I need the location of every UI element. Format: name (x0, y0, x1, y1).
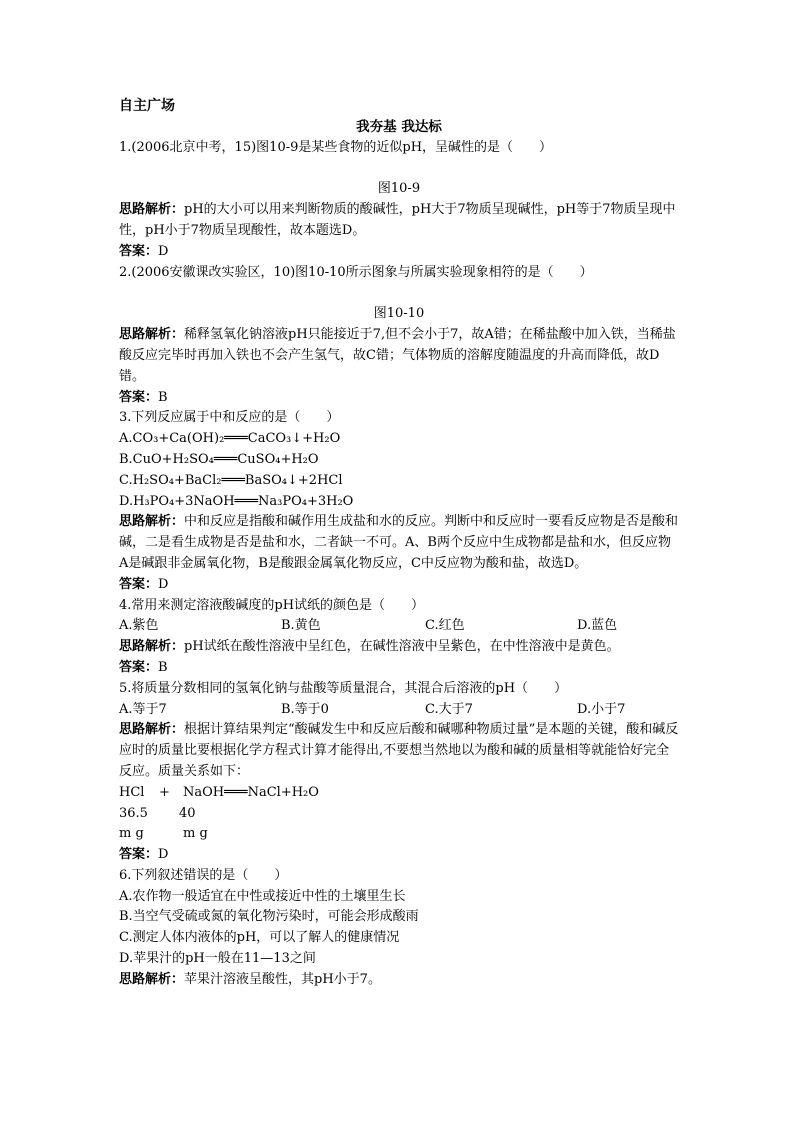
q3-option-d: D.H₃PO₄+3NaOH═══Na₃PO₄+3H₂O (119, 493, 354, 509)
q5-equation (119, 783, 679, 804)
analysis-label: 思路解析： (119, 202, 185, 218)
answer-label: 答案： (119, 576, 159, 592)
q3-stem: 3.下列反应属于中和反应的是（ ） (119, 410, 340, 426)
q5-analysis-text: 根据计算结果判定“酸碱发生中和反应后酸和碱哪种物质过量”是本题的关键，酸和碱反应时的质量比要根据化学方程式计算才能得出,不要想当然地以为酸和碱的质量相等就能恰好完全反应。质量关系如下： (119, 722, 679, 779)
q5-option-b: B.等于0 (281, 701, 329, 717)
q5-mass-values (119, 824, 679, 845)
q3-answer (119, 575, 679, 596)
q1-figure-caption: 图10-9 (377, 181, 421, 197)
q6-option-c: C.测定人体内液体的pH，可以了解人的健康情况 (119, 930, 400, 946)
q1-stem: 1.(2006北京中考，15)图10-9是某些食物的近似pH，呈碱性的是（ ） (119, 139, 553, 155)
q4-stem: 4.常用来测定溶液酸碱度的pH试纸的颜色是（ ） (119, 597, 425, 613)
q3-option-a: A.CO₃+Ca(OH)₂═══CaCO₃↓+H₂O (119, 431, 341, 447)
q2-figure-space (119, 283, 679, 304)
answer-label: 答案： (119, 659, 159, 675)
q4-option-a: A.紫色 (119, 618, 159, 634)
document-content (119, 96, 679, 991)
q3-option-c: C.H₂SO₄+BaCl₂═══BaSO₄↓+2HCl (119, 472, 343, 488)
q5-option-d: D.小于7 (577, 701, 626, 717)
q5-mass-ratio (119, 804, 679, 825)
q5-options (119, 700, 679, 721)
q4-answer (119, 658, 679, 679)
q5-answer (119, 845, 679, 866)
analysis-label: 思路解析： (119, 722, 185, 738)
q1-answer (119, 242, 679, 263)
q2-answer-value: B (158, 389, 168, 405)
q1-analysis-text: pH的大小可以用来判断物质的酸碱性，pH大于7物质呈现碱性，pH等于7物质呈现中性，pH小于7物质呈现酸性，故本题选D。 (119, 202, 676, 238)
q1-analysis (119, 200, 679, 242)
q5-mass-m2: m g (183, 826, 208, 842)
q5-answer-value: D (158, 847, 169, 863)
q4-answer-value: B (158, 659, 168, 675)
answer-label: 答案： (119, 389, 159, 405)
answer-label: 答案： (119, 847, 159, 863)
q5-eq-plus: + (159, 784, 170, 800)
subtitle: 我夯基 我达标 (356, 118, 442, 135)
q5-eq-rest: NaOH═══NaCl+H₂O (183, 784, 319, 800)
q4-options (119, 616, 679, 637)
q3-option-b: B.CuO+H₂SO₄═══CuSO₄+H₂O (119, 451, 319, 467)
q5-mass-hcl: 36.5 (119, 805, 148, 821)
q6-stem: 6.下列叙述错误的是（ ） (119, 867, 288, 883)
q6-analysis (119, 970, 679, 991)
q4-option-d: D.蓝色 (577, 618, 618, 634)
q2-answer (119, 388, 679, 409)
analysis-label: 思路解析： (119, 639, 185, 655)
q5-mass-m1: m g (119, 826, 144, 842)
q6-option-d: D.苹果汁的pH一般在11—13之间 (119, 951, 316, 967)
analysis-label: 思路解析： (119, 327, 185, 343)
q3-answer-value: D (158, 576, 169, 592)
analysis-label: 思路解析： (119, 514, 185, 530)
q4-analysis-text: pH试纸在酸性溶液中呈红色，在碱性溶液中呈紫色，在中性溶液中是黄色。 (184, 639, 620, 655)
q4-option-c: C.红色 (425, 618, 465, 634)
q3-analysis (119, 512, 679, 574)
q1-answer-value: D (158, 243, 169, 259)
q5-stem: 5.将质量分数相同的氢氧化钠与盐酸等质量混合，其混合后溶液的pH（ ） (119, 680, 568, 696)
q2-stem: 2.(2006安徽课改实验区，10)图10-10所示图象与所属实验现象相符的是（ ） (119, 264, 593, 280)
q2-figure-caption: 图10-10 (373, 306, 425, 322)
q5-option-c: C.大于7 (425, 701, 473, 717)
answer-label: 答案： (119, 243, 159, 259)
q2-analysis-text: 稀释氢氧化钠溶液pH只能接近于7,但不会小于7，故A错；在稀盐酸中加入铁，当稀盐酸反应完毕时再加入铁也不会产生氢气，故C错；气体物质的溶解度随温度的升高而降低，故D错。 (119, 327, 676, 384)
q1-figure-space (119, 158, 679, 179)
q2-analysis (119, 325, 679, 387)
q6-analysis-text: 苹果汁溶液呈酸性，其pH小于7。 (184, 971, 381, 987)
q5-option-a: A.等于7 (119, 701, 167, 717)
q5-mass-naoh: 40 (179, 805, 196, 821)
analysis-label: 思路解析： (119, 971, 185, 987)
q5-analysis (119, 720, 679, 782)
q4-option-b: B.黄色 (281, 618, 321, 634)
q5-eq-hcl: HCl (119, 784, 145, 800)
q3-analysis-text: 中和反应是指酸和碱作用生成盐和水的反应。判断中和反应时一要看反应物是否是酸和碱，二是看生成物是否是盐和水，二者缺一不可。A、B两个反应中生成物都是盐和水，但反应物A是碱跟非金属氧化物，B是酸跟金属氧化物反应，C中反应物为酸和盐，故选D。 (119, 514, 679, 571)
section-title: 自主广场 (119, 98, 175, 114)
q6-option-b: B.当空气受硫或氮的氧化物污染时，可能会形成酸雨 (119, 909, 419, 925)
q6-option-a: A.农作物一般适宜在中性或接近中性的土壤里生长 (119, 888, 406, 904)
q4-analysis (119, 637, 679, 658)
